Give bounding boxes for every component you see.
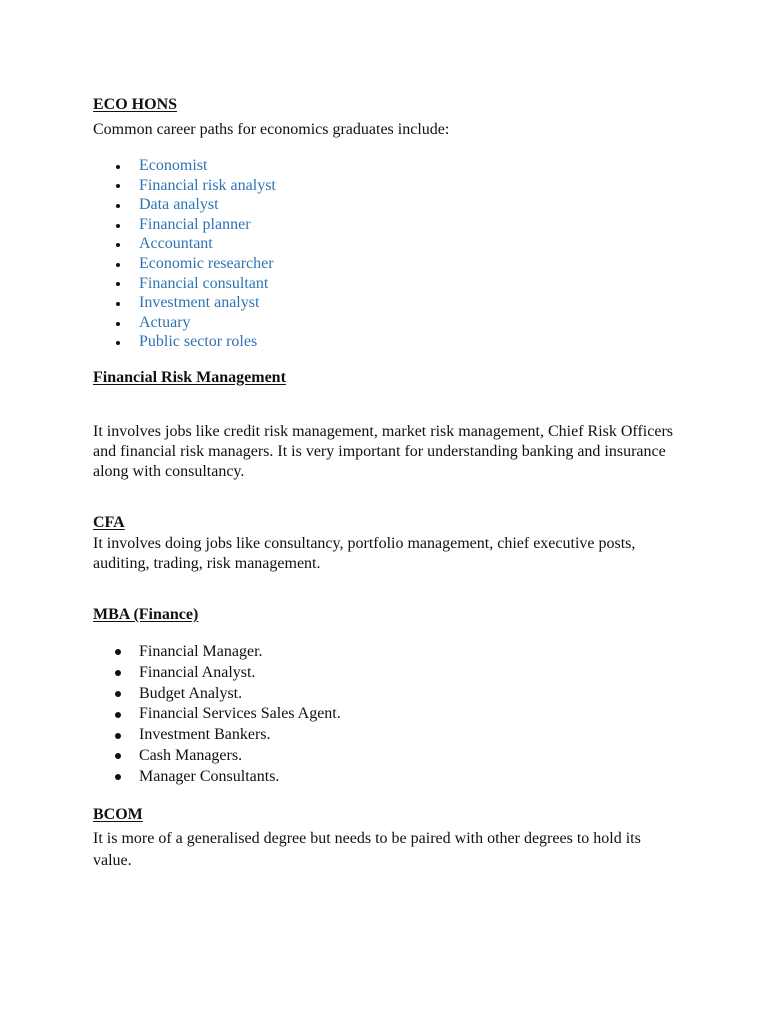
list-item: Financial consultant [93, 274, 276, 294]
bullet-icon [116, 341, 120, 345]
bcom-heading: BCOM [93, 806, 143, 823]
bullet-icon [116, 322, 120, 326]
list-item: Cash Managers. [93, 746, 341, 767]
list-item: Financial planner [93, 215, 276, 235]
bullet-icon [115, 691, 121, 697]
cfa-body: It involves doing jobs like consultancy, portfolio management, chief executive posts, auditing, trading, risk management. [93, 535, 636, 572]
eco-hons-heading: ECO HONS [93, 96, 178, 113]
bullet-icon [115, 753, 121, 759]
bullet-icon [116, 204, 120, 208]
list-item: Financial risk analyst [93, 176, 276, 196]
list-item: Budget Analyst. [93, 684, 341, 705]
list-item: Financial Services Sales Agent. [93, 704, 341, 725]
list-item: Financial Analyst. [93, 663, 341, 684]
eco-hons-intro: Common career paths for economics graduates include: [93, 121, 450, 138]
bcom-body: It is more of a generalised degree but needs to be paired with other degrees to hold its value. [93, 830, 641, 869]
bullet-icon [116, 224, 120, 228]
frm-body: It involves jobs like credit risk management, market risk management, Chief Risk Officers and financial risk managers. It is very important for understanding banking and insurance along with consultancy. [93, 423, 673, 480]
frm-heading: Financial Risk Management [93, 369, 286, 386]
career-paths-list [93, 156, 276, 352]
list-item: Public sector roles [93, 332, 276, 352]
list-item: Investment analyst [93, 293, 276, 313]
bullet-icon [116, 263, 120, 267]
mba-roles-list [93, 642, 341, 788]
bullet-icon [115, 774, 121, 780]
bullet-icon [116, 184, 120, 188]
list-item: Financial Manager. [93, 642, 341, 663]
list-item: Economist [93, 156, 276, 176]
list-item: Investment Bankers. [93, 725, 341, 746]
bullet-icon [116, 282, 120, 286]
cfa-heading: CFA [93, 514, 125, 531]
bullet-icon [115, 670, 121, 676]
bullet-icon [115, 649, 121, 655]
list-item: Accountant [93, 234, 276, 254]
list-item: Manager Consultants. [93, 767, 341, 788]
bullet-icon [116, 165, 120, 169]
list-item: Economic researcher [93, 254, 276, 274]
mba-heading: MBA (Finance) [93, 606, 199, 623]
bullet-icon [116, 243, 120, 247]
bullet-icon [115, 733, 121, 739]
bullet-icon [116, 302, 120, 306]
bullet-icon [115, 712, 121, 718]
list-item: Data analyst [93, 195, 276, 215]
list-item: Actuary [93, 313, 276, 333]
